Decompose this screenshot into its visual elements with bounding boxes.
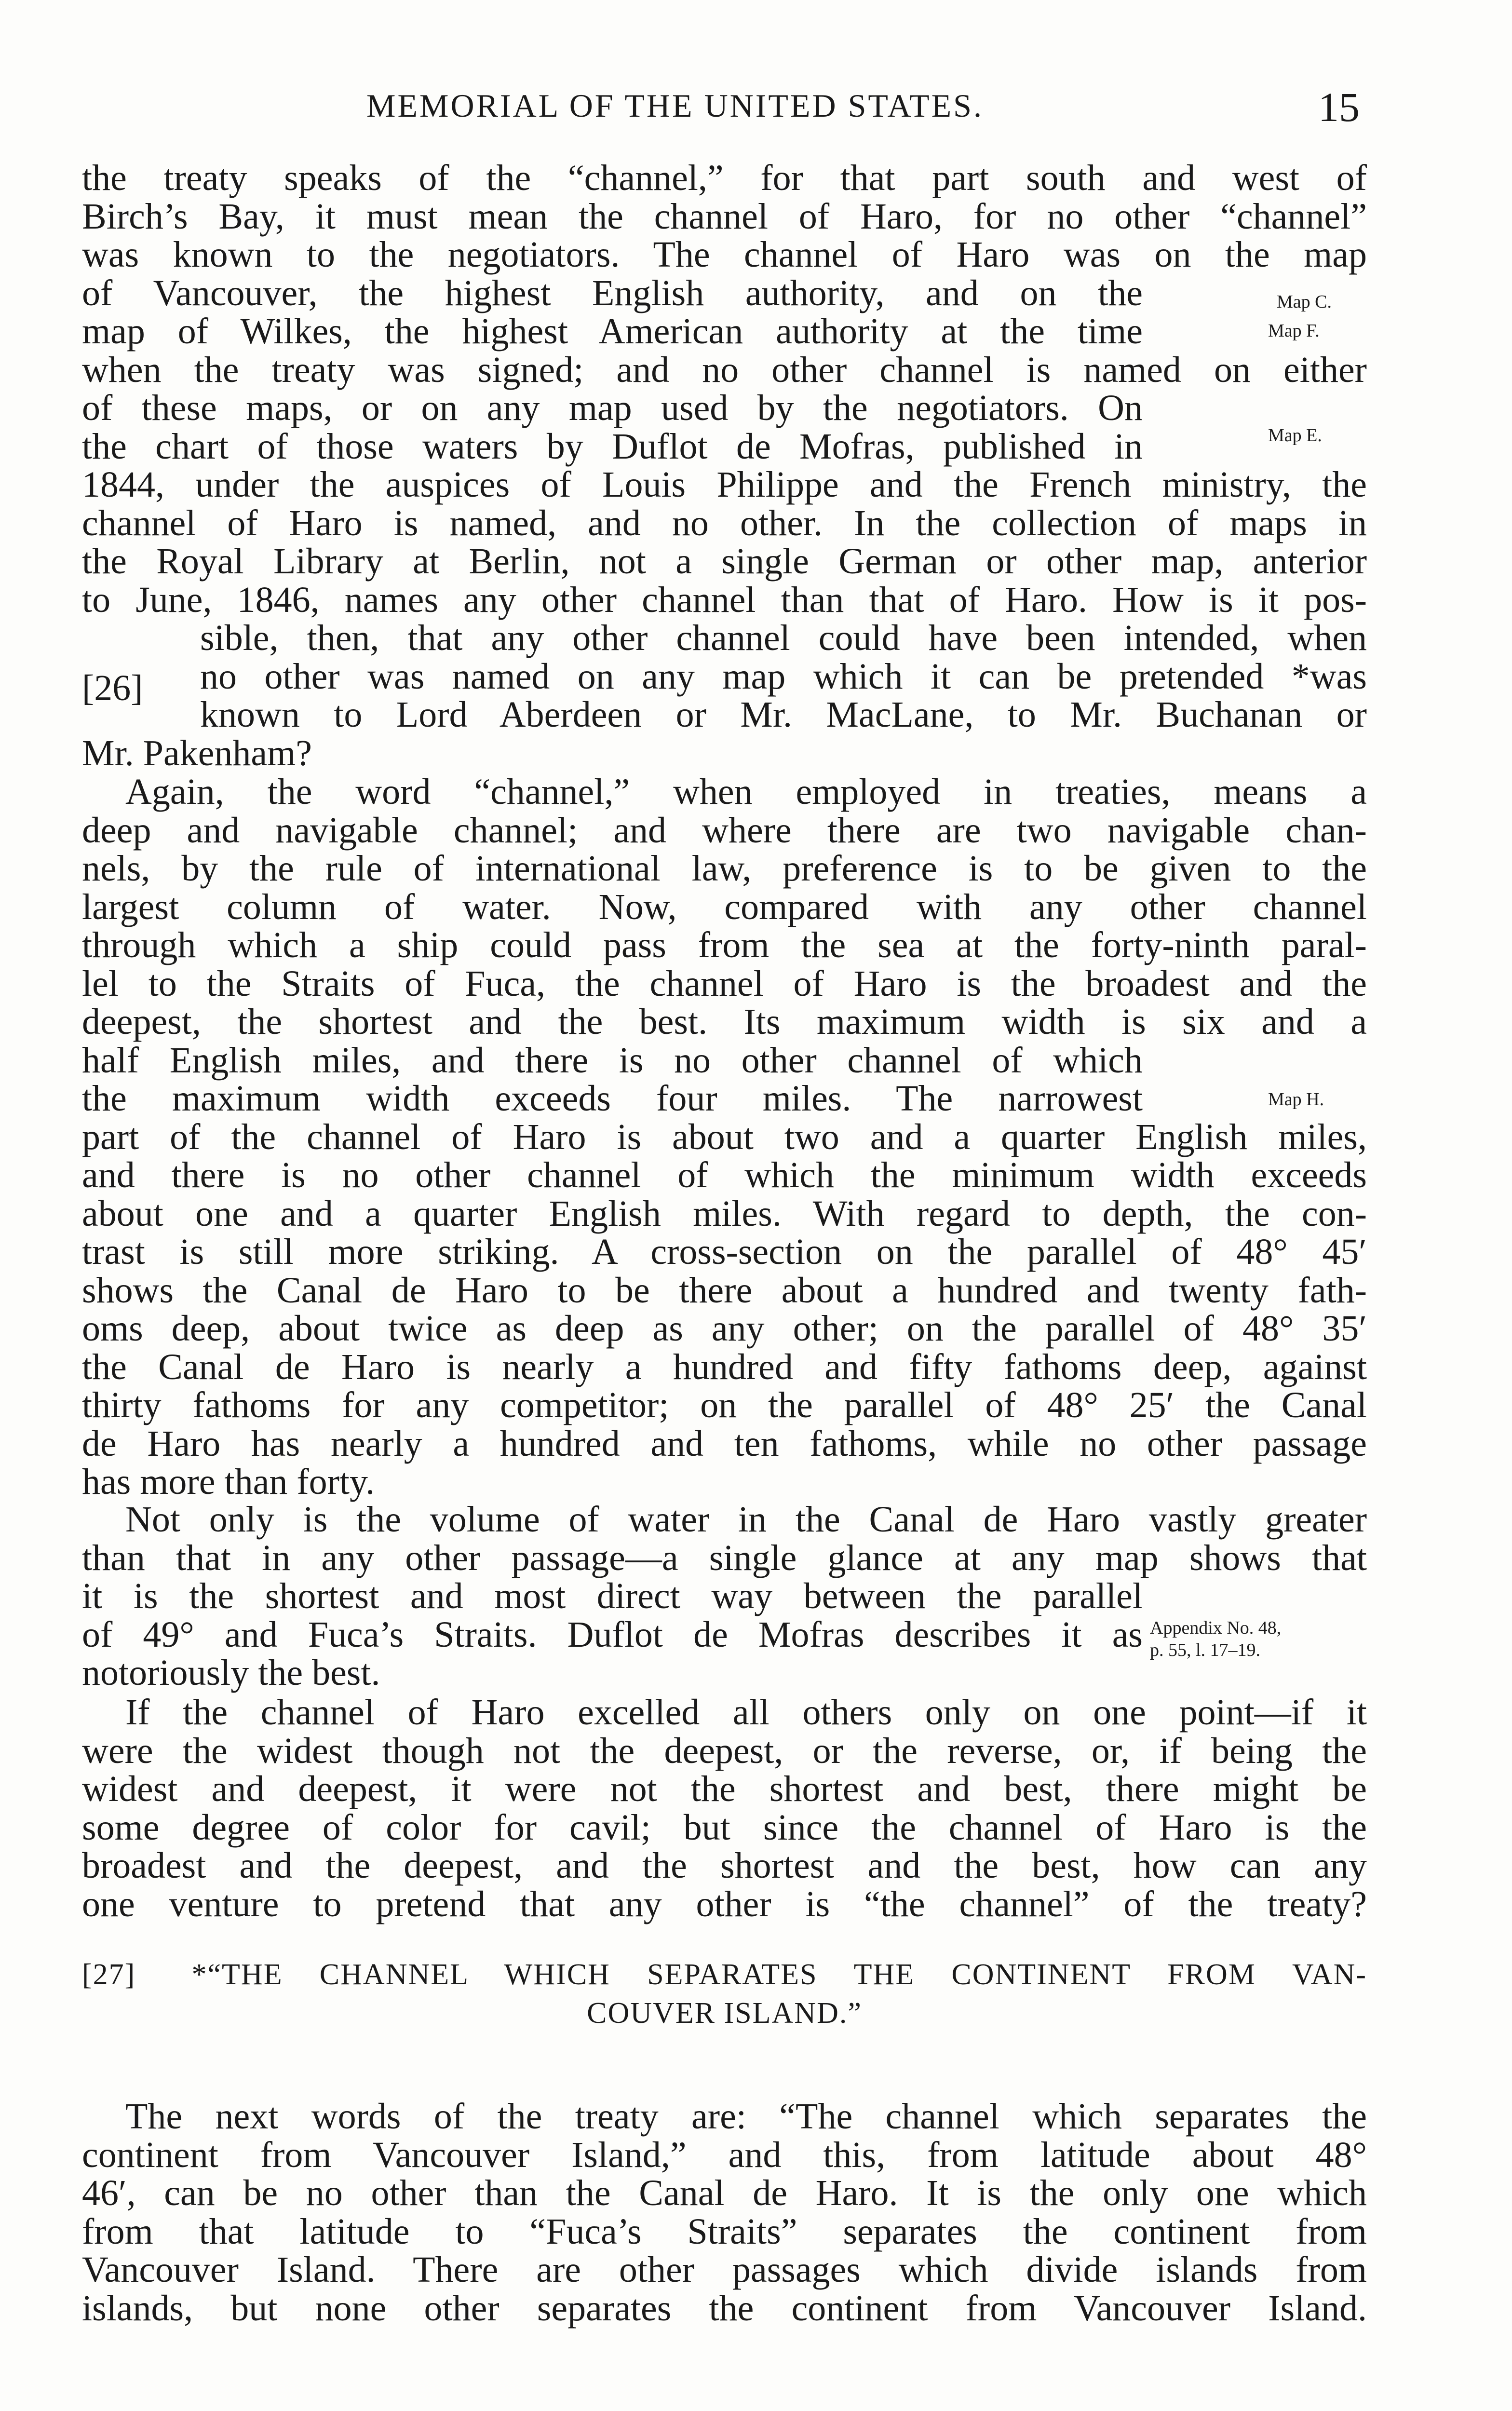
text-line: islands, but none other separates the continent from Vancouver Island. bbox=[82, 2288, 1367, 2329]
text-line: of Vancouver, the highest English authority, and on the bbox=[82, 272, 1143, 313]
text-line: Vancouver Island. There are other passages which divide islands from bbox=[82, 2249, 1367, 2290]
text-line: were the widest though not the deepest, or the reverse, or, if being the bbox=[82, 1730, 1367, 1771]
text-line: de Haro has nearly a hundred and ten fathoms, while no other passage bbox=[82, 1423, 1367, 1464]
text-line: has more than forty. bbox=[82, 1462, 375, 1502]
text-line: thirty fathoms for any competitor; on the parallel of 48° 25′ the Canal bbox=[82, 1385, 1367, 1425]
section-heading-line-2: COUVER ISLAND.” bbox=[587, 1997, 862, 2030]
margin-note-map-c: Map C. bbox=[1277, 292, 1332, 312]
text-line: some degree of color for cavil; but since the channel of Haro is the bbox=[82, 1807, 1367, 1848]
margin-note-map-f: Map F. bbox=[1268, 321, 1320, 341]
text-line: channel of Haro is named, and no other. In the collection of maps in bbox=[82, 502, 1367, 543]
running-title: MEMORIAL OF THE UNITED STATES. bbox=[366, 87, 984, 124]
text-line: to June, 1846, names any other channel than that of Haro. How is it pos- bbox=[82, 579, 1367, 620]
text-line: oms deep, about twice as deep as any other; on the parallel of 48° 35′ bbox=[82, 1308, 1367, 1349]
text-line: Not only is the volume of water in the Canal de Haro vastly greater bbox=[125, 1499, 1367, 1540]
text-line: through which a ship could pass from the sea at the forty-ninth paral- bbox=[82, 925, 1367, 965]
text-line: the chart of those waters by Duflot de Mofras, published in bbox=[82, 426, 1143, 467]
text-line: no other was named on any map which it can be pretended *was bbox=[200, 656, 1367, 697]
text-line: the maximum width exceeds four miles. The narrowest bbox=[82, 1078, 1143, 1119]
page-number: 15 bbox=[1318, 84, 1360, 130]
text-line: one venture to pretend that any other is “the channel” of the treaty? bbox=[82, 1883, 1367, 1924]
text-line: trast is still more striking. A cross-section on the parallel of 48° 45′ bbox=[82, 1232, 1367, 1272]
paragraph-4 bbox=[82, 1693, 1367, 1923]
text-line: nels, by the rule of international law, preference is to be given to the bbox=[82, 848, 1367, 889]
text-line: broadest and the deepest, and the shortest and the best, how can any bbox=[82, 1845, 1367, 1886]
page-ref-26: [26] bbox=[82, 668, 143, 708]
text-line: and there is no other channel of which the minimum width exceeds bbox=[82, 1155, 1367, 1195]
text-line: was known to the negotiators. The channel of Haro was on the map bbox=[82, 234, 1367, 275]
text-line: it is the shortest and most direct way between the parallel bbox=[82, 1576, 1143, 1616]
paragraph-2 bbox=[82, 773, 1367, 1502]
margin-note-appendix: Appendix No. 48, bbox=[1150, 1618, 1282, 1638]
paragraph-1 bbox=[82, 159, 1367, 772]
text-line: lel to the Straits of Fuca, the channel of Haro is the broadest and the bbox=[82, 963, 1367, 1004]
text-line: largest column of water. Now, compared with any other channel bbox=[82, 886, 1367, 927]
margin-note-map-h: Map H. bbox=[1268, 1089, 1324, 1110]
paragraph-3 bbox=[82, 1501, 1367, 1693]
text-line: deepest, the shortest and the best. Its maximum width is six and a bbox=[82, 1002, 1367, 1042]
section-heading-text-1: *“THE CHANNEL WHICH SEPARATES THE CONTINENT FROM VAN- bbox=[191, 1958, 1367, 1991]
text-line: about one and a quarter English miles. With regard to depth, the con- bbox=[82, 1193, 1367, 1234]
text-line: part of the channel of Haro is about two and a quarter English miles, bbox=[82, 1116, 1367, 1157]
text-line: than that in any other passage—a single glance at any map shows that bbox=[82, 1537, 1367, 1578]
text-line: the Canal de Haro is nearly a hundred and fifty fathoms deep, against bbox=[82, 1346, 1367, 1387]
text-line: widest and deepest, it were not the shortest and best, there might be bbox=[82, 1769, 1367, 1809]
margin-note-map-e: Map E. bbox=[1268, 425, 1322, 446]
text-line: map of Wilkes, the highest American authority at the time bbox=[82, 311, 1143, 352]
section-heading-line-1 bbox=[82, 1955, 1367, 1994]
margin-note-appendix-page: p. 55, l. 17–19. bbox=[1150, 1640, 1261, 1660]
text-line: deep and navigable channel; and where there are two navigable chan- bbox=[82, 810, 1367, 851]
text-line: Birch’s Bay, it must mean the channel of Haro, for no other “channel” bbox=[82, 196, 1367, 237]
text-line: notoriously the best. bbox=[82, 1652, 380, 1693]
text-line: from that latitude to “Fuca’s Straits” separates the continent from bbox=[82, 2211, 1367, 2252]
text-line: when the treaty was signed; and no other channel is named on either bbox=[82, 349, 1367, 390]
text-line: Again, the word “channel,” when employed in treaties, means a bbox=[125, 772, 1367, 812]
section-marker: [27] bbox=[82, 1958, 136, 1991]
text-line: 46′, can be no other than the Canal de Haro. It is the only one which bbox=[82, 2173, 1367, 2213]
text-line: half English miles, and there is no other channel of which bbox=[82, 1040, 1143, 1081]
text-line: 1844, under the auspices of Louis Philippe and the French ministry, the bbox=[82, 464, 1367, 505]
text-line: If the channel of Haro excelled all others only on one point—if it bbox=[125, 1692, 1367, 1733]
text-line: The next words of the treaty are: “The channel which separates the bbox=[125, 2096, 1367, 2137]
text-line: sible, then, that any other channel could have been intended, when bbox=[200, 618, 1367, 658]
text-line: the treaty speaks of the “channel,” for that part south and west of bbox=[82, 158, 1367, 198]
section-heading bbox=[82, 1955, 1367, 2032]
text-line: the Royal Library at Berlin, not a single German or other map, anterior bbox=[82, 541, 1367, 582]
text-line: of these maps, or on any map used by the negotiators. On bbox=[82, 388, 1143, 428]
paragraph-5 bbox=[82, 2098, 1367, 2328]
text-line: of 49° and Fuca’s Straits. Duflot de Mofras describes it as bbox=[82, 1614, 1143, 1655]
running-head bbox=[96, 83, 1360, 136]
text-line: continent from Vancouver Island,” and this, from latitude about 48° bbox=[82, 2134, 1367, 2175]
text-line: known to Lord Aberdeen or Mr. MacLane, to Mr. Buchanan or bbox=[200, 694, 1367, 735]
text-line: shows the Canal de Haro to be there about a hundred and twenty fath- bbox=[82, 1270, 1367, 1311]
text-line: Mr. Pakenham? bbox=[82, 732, 312, 773]
